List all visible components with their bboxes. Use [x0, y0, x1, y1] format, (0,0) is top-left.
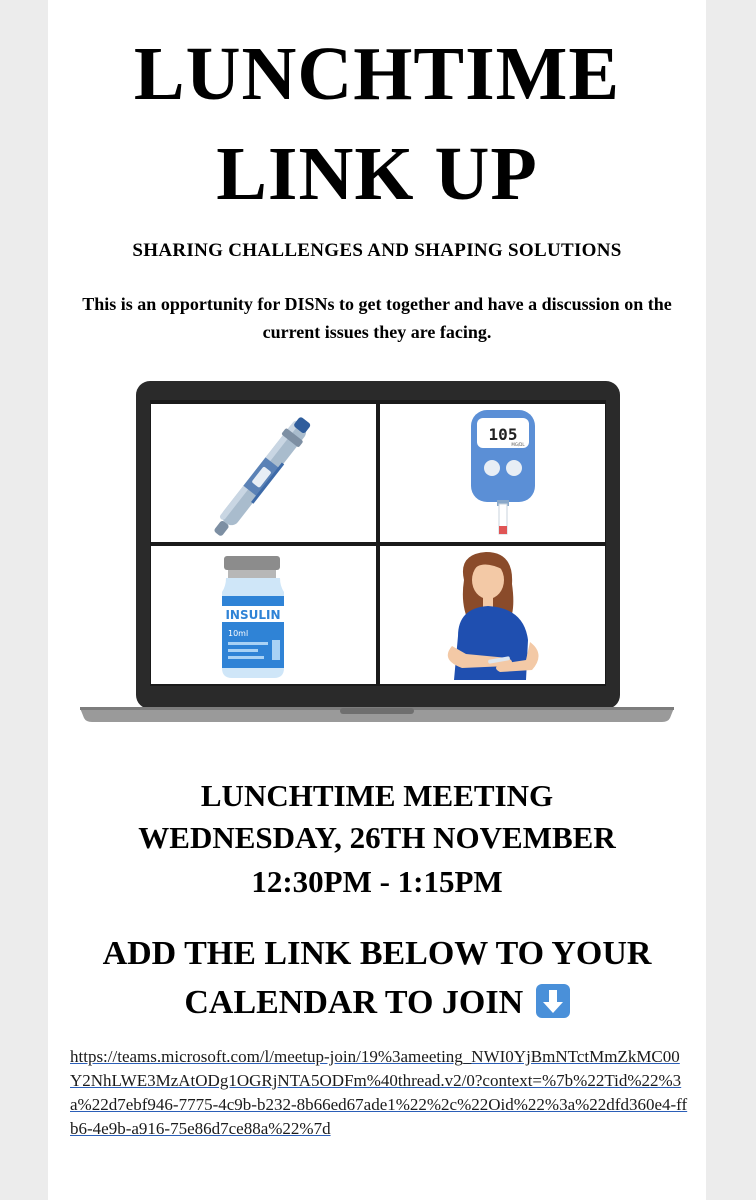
- down-arrow-emoji-icon: [536, 984, 570, 1018]
- flyer-page: [48, 0, 706, 1200]
- cta-line-2: [48, 984, 706, 1020]
- subtitle: SHARING CHALLENGES AND SHAPING SOLUTIONS: [132, 240, 622, 261]
- meeting-date: WEDNESDAY, 26TH NOVEMBER: [138, 820, 616, 855]
- teams-meeting-link[interactable]: https://teams.microsoft.com/l/meetup-join/19%3ameeting_NWI0YjBmNTctMmZkMC00Y2NhLWE3MzAtODg1OGRjNTA5ODFm%40thread.v2/0?context=%7b%22Tid%22%3a%22d7ebf946-7775-4c9b-b232-8b66ed67ade1%22%2c%22Oid%22%3a%22dfd360e4-ffb6-4e9b-a916-75e86d7ce88a%22%7d: [70, 1047, 688, 1138]
- description: This is an opportunity for DISNs to get together and have a discussion on the current issues they are facing.: [82, 294, 672, 342]
- cta-line-1: ADD THE LINK BELOW TO YOUR: [102, 935, 652, 972]
- meter-unit: MG/DL: [511, 442, 525, 447]
- title-line-1: LUNCHTIME: [133, 32, 621, 116]
- insulin-vial-icon: [222, 556, 284, 678]
- meeting-time: 12:30PM - 1:15PM: [251, 864, 503, 899]
- vial-volume: 10ml: [228, 629, 249, 638]
- cta-line-2-text: CALENDAR TO JOIN: [184, 984, 524, 1021]
- meeting-title: LUNCHTIME MEETING: [200, 778, 554, 813]
- vial-label: INSULIN: [225, 608, 281, 622]
- laptop-illustration: [78, 378, 676, 724]
- meter-reading: 105: [488, 425, 518, 444]
- title-line-2: LINK UP: [216, 132, 538, 216]
